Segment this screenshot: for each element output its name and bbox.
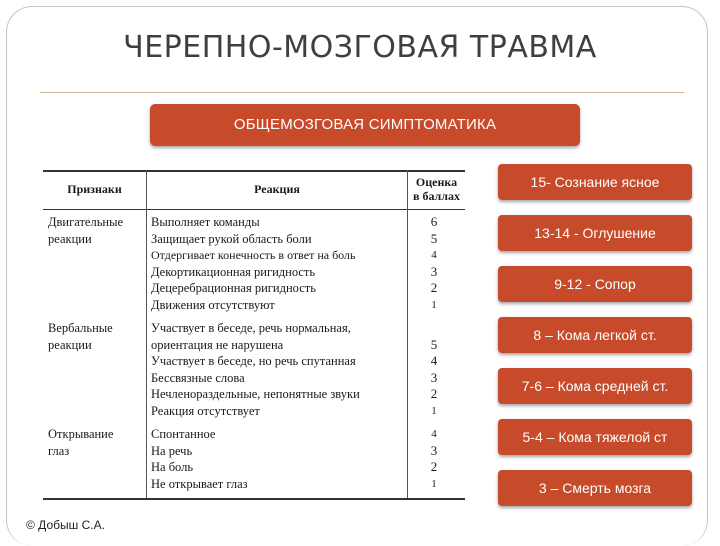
level-stunning: 13-14 - Оглушение xyxy=(498,215,692,251)
table-row: Не открывает глаз xyxy=(151,476,248,491)
table-row: ориентация не нарушена xyxy=(151,337,284,352)
score-cell: 2 xyxy=(430,386,438,402)
author-credit: © Добыш С.А. xyxy=(26,518,105,532)
score-cell: 5 xyxy=(430,230,438,246)
header-score xyxy=(408,175,465,203)
score-cell: 5 xyxy=(430,336,438,352)
score-cell: 3 xyxy=(430,442,438,458)
sign-motor xyxy=(48,214,146,247)
table-row: Участвует в беседе, но речь спутанная xyxy=(151,354,356,369)
level-brain-death: 3 – Смерть мозга xyxy=(498,470,692,506)
header-reaction: Реакция xyxy=(254,182,300,196)
table-row: Движения отсутствуют xyxy=(151,298,275,312)
table-row: Спонтанное xyxy=(151,427,216,441)
table-row: Реакция отсутствует xyxy=(151,404,260,418)
slide-title: ЧЕРЕПНО-МОЗГОВАЯ ТРАВМА xyxy=(123,30,597,65)
sign-verbal xyxy=(48,320,146,353)
level-sopor: 9-12 - Сопор xyxy=(498,266,692,302)
score-cell: 4 xyxy=(431,249,437,262)
level-coma-severe: 5-4 – Кома тяжелой ст xyxy=(498,419,692,455)
score-cell: 4 xyxy=(430,353,438,369)
header-score-line2: в баллах xyxy=(412,189,461,203)
level-coma-mild: 8 – Кома легкой ст. xyxy=(498,317,692,353)
table-row: Защищает рукой область боли xyxy=(151,231,312,246)
sign-label: реакции xyxy=(48,337,92,352)
table-row: На боль xyxy=(151,460,194,475)
score-cell: 1 xyxy=(431,299,437,311)
sign-eyes xyxy=(48,426,146,459)
table-row: Участвует в беседе, речь нормальная, xyxy=(151,321,351,335)
sign-label: реакции xyxy=(48,231,92,246)
table-row: Нечленораздельные, непонятные звуки xyxy=(151,387,360,402)
sign-label: Вербальные xyxy=(48,321,113,335)
title-divider xyxy=(40,92,684,93)
score-cell: 3 xyxy=(430,263,438,279)
sign-label: Двигательные xyxy=(48,215,124,229)
column-divider xyxy=(146,170,147,500)
level-clear-consciousness: 15- Сознание ясное xyxy=(498,164,692,200)
score-cell: 6 xyxy=(430,214,438,229)
table-row: На речь xyxy=(151,443,193,458)
table-row: Децеребрационная ригидность xyxy=(151,281,316,296)
level-coma-moderate: 7-6 – Кома средней ст. xyxy=(498,368,692,404)
header-score-line1: Оценка xyxy=(415,175,458,189)
sign-label: глаз xyxy=(48,443,70,458)
table-row: Выполняет команды xyxy=(151,215,260,229)
score-cell: 2 xyxy=(430,280,438,296)
header-sign: Признаки xyxy=(67,182,122,196)
table-row: Декортикационная ригидность xyxy=(151,264,316,279)
score-cell: 4 xyxy=(431,428,437,440)
score-cell: 1 xyxy=(431,477,437,490)
score-cell: 2 xyxy=(430,459,438,475)
table-row: Отдергивает конечность в ответ на боль xyxy=(151,248,356,263)
table-bottom-rule xyxy=(43,498,465,500)
section-banner: ОБЩЕМОЗГОВАЯ СИМПТОМАТИКА xyxy=(150,104,580,146)
score-cell: 3 xyxy=(430,369,438,385)
score-cell: 1 xyxy=(431,405,437,417)
sign-label: Открывание xyxy=(48,427,114,441)
table-row: Бессвязные слова xyxy=(151,370,245,385)
